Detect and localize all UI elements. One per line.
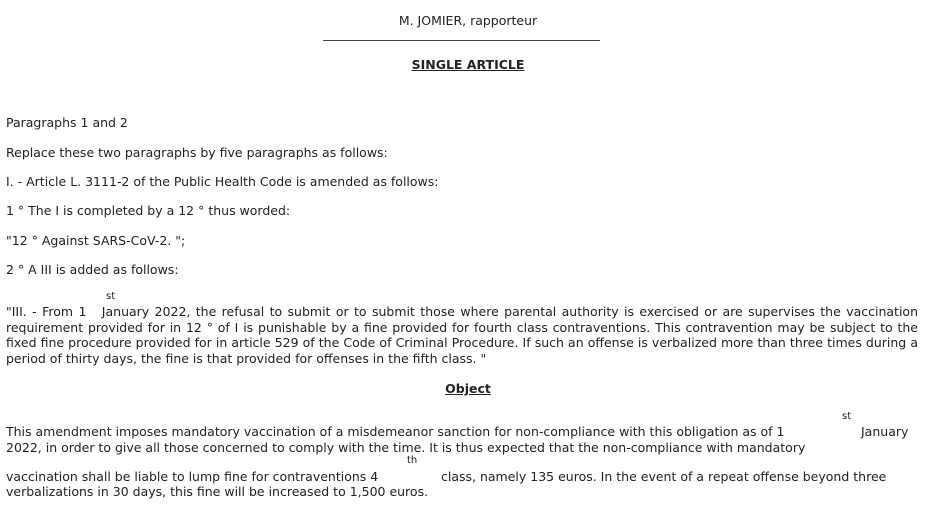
- article-amendment-line: I. - Article L. 3111-2 of the Public Health Code is amended as follows:: [6, 174, 439, 189]
- section-three-paragraph: [6, 304, 918, 366]
- object-line-2: 2022, in order to give all those concerned to comply with the time. It is thus expected that the non-compliance with mandatory: [6, 440, 806, 455]
- object-line-4: verbalizations in 30 days, this fine will be increased to 1,500 euros.: [6, 484, 429, 499]
- object-superscript-th: th: [407, 455, 418, 466]
- replacement-instruction: Replace these two paragraphs by five paragraphs as follows:: [6, 145, 388, 160]
- object-superscript-st: st: [842, 411, 852, 422]
- object-line-3-end: class, namely 135 euros. In the event of a repeat offense beyond three: [441, 469, 887, 484]
- point-one-line: 1 ° The I is completed by a 12 ° thus worded:: [6, 203, 291, 218]
- article-title: SINGLE ARTICLE: [411, 57, 525, 72]
- object-title: Object: [445, 381, 491, 396]
- section-three-start: "III. - From 1: [6, 304, 87, 319]
- point-two-line: 2 ° A III is added as follows:: [6, 262, 179, 277]
- object-line-1-end: January: [861, 424, 909, 439]
- object-line-1: This amendment imposes mandatory vaccination of a misdemeanor sanction for non-compliance with this obligation as of 1: [6, 424, 785, 439]
- superscript-st: st: [106, 291, 116, 302]
- object-line-3: vaccination shall be liable to lump fine for contraventions 4: [6, 469, 379, 484]
- paragraph-reference: Paragraphs 1 and 2: [6, 115, 128, 130]
- section-three-rest: January 2022, the refusal to submit or to submit those where parental authority is exercised or are supervises the vaccination requirement provided for in 12 ° of I is punishable by a fine provided for fourth class contraventions. This contravention may be subject to the fixed fine procedure provided for in article 529 of the Code of Criminal Procedure. If such an offense is verbalized more than three times during a period of thirty days, the fine is that provided for offenses in the fifth class. ": [6, 304, 918, 366]
- rapporteur-line: M. JOMIER, rapporteur: [398, 13, 538, 28]
- header-divider: [323, 40, 600, 41]
- point-twelve-line: "12 ° Against SARS-CoV-2. ";: [6, 233, 186, 248]
